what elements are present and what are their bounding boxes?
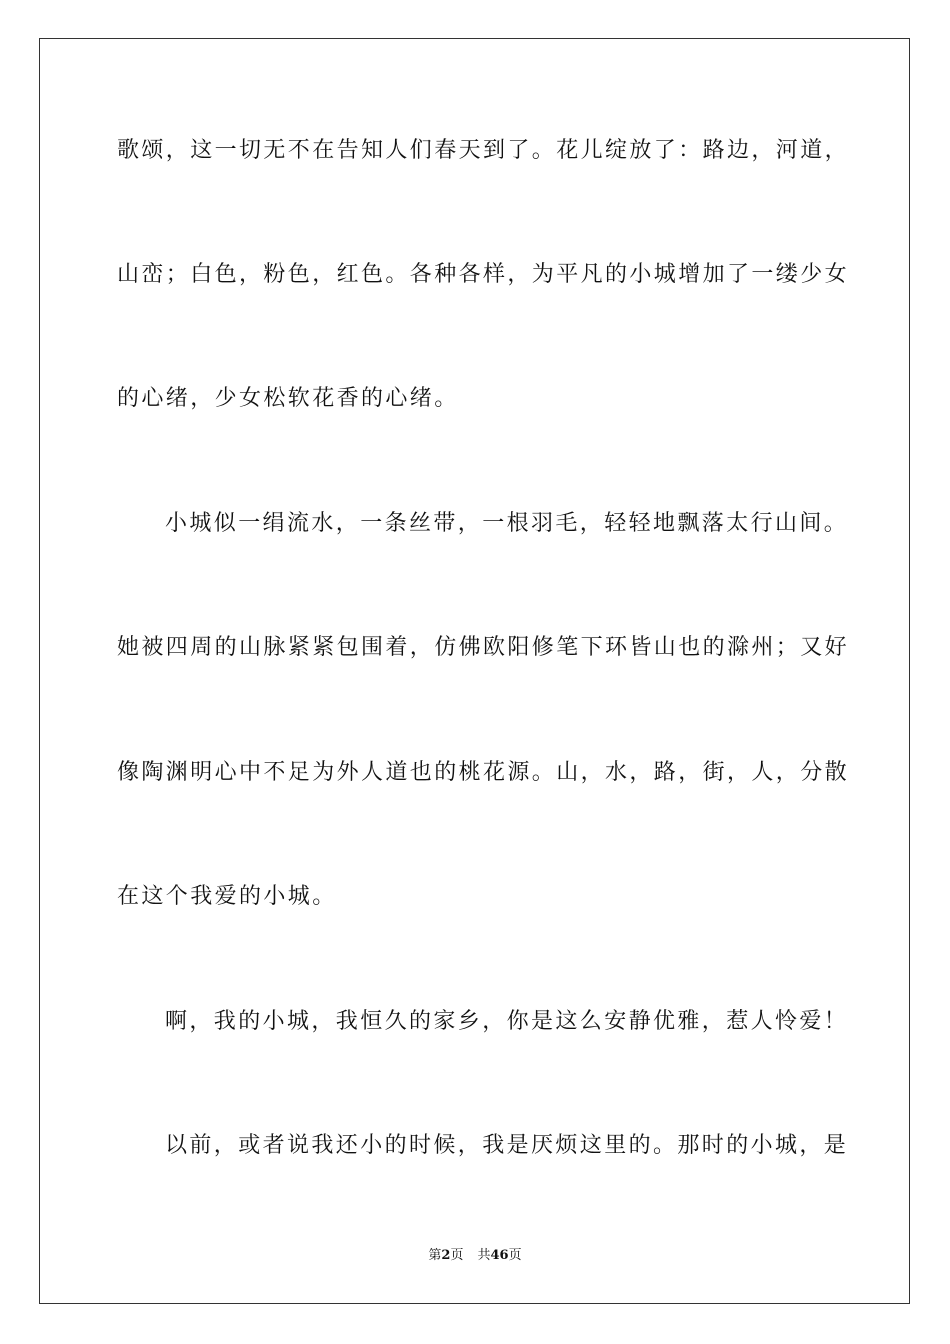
paragraph-line-5: 她被四周的山脉紧紧包围着，仿佛欧阳修笔下环皆山也的滁州；又好	[117, 635, 850, 660]
total-pages: 46	[490, 1248, 509, 1263]
total-prefix: 共	[477, 1248, 491, 1263]
page-number: 2	[441, 1248, 451, 1263]
page-border	[39, 38, 910, 1304]
paragraph-line-8: 啊，我的小城，我恒久的家乡，你是这么安静优雅，惹人怜爱！	[165, 1009, 849, 1034]
page-footer	[0, 1247, 950, 1265]
paragraph-line-9: 以前，或者说我还小的时候，我是厌烦这里的。那时的小城，是	[165, 1133, 849, 1158]
page-suffix: 页	[450, 1248, 464, 1263]
page-prefix: 第	[428, 1248, 442, 1263]
paragraph-line-3: 的心绪，少女松软花香的心绪。	[117, 386, 459, 411]
paragraph-line-6: 像陶渊明心中不足为外人道也的桃花源。山，水，路，街，人，分散	[117, 760, 850, 785]
paragraph-line-7: 在这个我爱的小城。	[117, 884, 337, 909]
total-suffix: 页	[508, 1248, 522, 1263]
paragraph-line-1: 歌颂，这一切无不在告知人们春天到了。花儿绽放了：路边，河道，	[117, 138, 850, 163]
paragraph-line-2: 山峦；白色，粉色，红色。各种各样，为平凡的小城增加了一缕少女	[117, 262, 850, 287]
paragraph-line-4: 小城似一绢流水，一条丝带，一根羽毛，轻轻地飘落太行山间。	[165, 511, 849, 536]
